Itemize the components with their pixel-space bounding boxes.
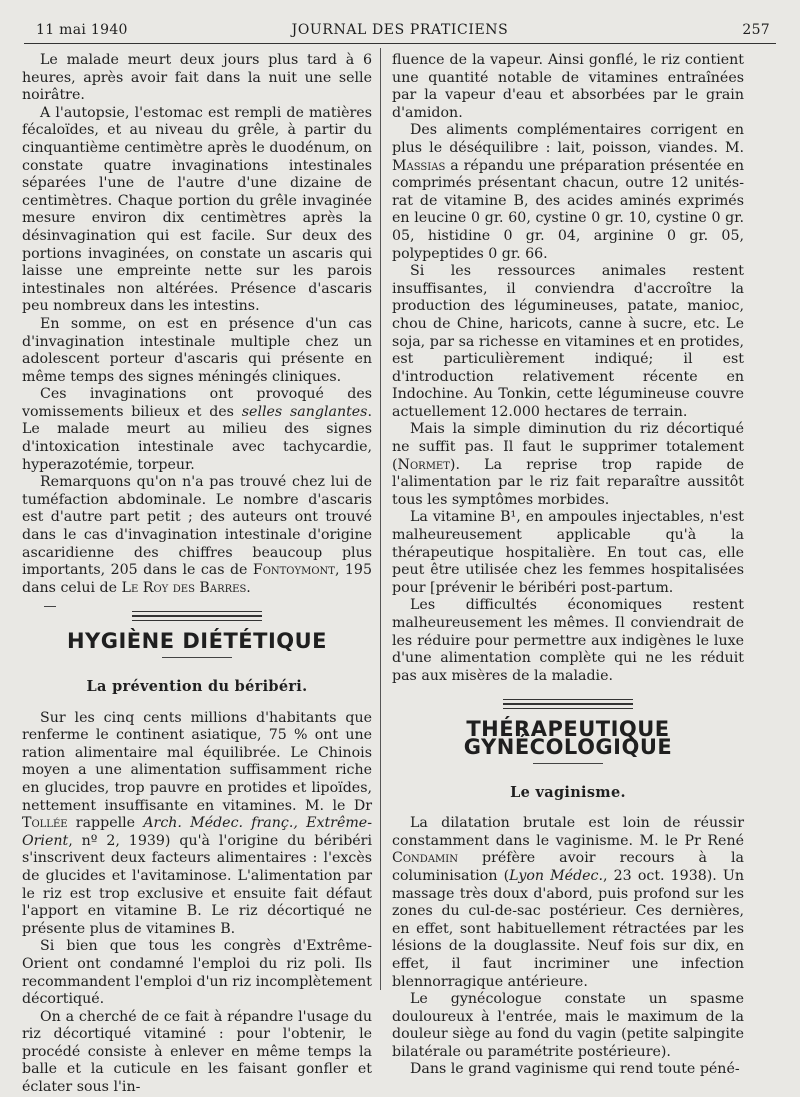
- paragraph: A l'autopsie, l'estomac est rempli de matières fécaloïdes, et au niveau du grêle, à partir du cinquantième centimètre après le duodénum, on constate quatre invaginations intestinales séparées l'une de l'autre d'une dizaine de centimètres. Chaque portion du grêle invaginée mesure environ dix centimètres après la désinvagination qui est facile. Sur deux des portions invaginées, on constate un ascaris qui laisse une empreinte nette sur les parois intestinales non altérées. Présence d'ascaris peu nombreux dans les intestins.: [22, 104, 373, 315]
- paragraph: La vitamine B¹, en ampoules injectables, n'est malheureusement applicable qu'à la thérapeutique hospitalière. En tout cas, elle peut être utilisée chez les femmes hospitalisées pour [prévenir le béribéri post-partum.: [392, 509, 744, 596]
- paragraph: Ces invaginations ont provoqué des vomissements bilieux et des selles sanglantes. Le malade meurt au milieu des signes d'intoxication intestinale avec tachycardie, hyperazotémie, torpeur.: [22, 386, 372, 473]
- section-ornament: [503, 699, 633, 709]
- paragraph: Le malade meurt deux jours plus tard à 6 heures, après avoir fait dans la nuit une selle noirâtre.: [22, 52, 372, 104]
- column-divider: [380, 48, 381, 990]
- paragraph: La dilatation brutale est loin de réussir constamment dans le vaginisme. M. le Pr René Condamin préfère avoir recours à la columinisation (Lyon Médec., 23 oct. 1938). Un massage très doux d'abord, puis profond sur les zones du cul-de-sac postérieur. Ces dernières, en effet, sont habituellement rétractées par les lésions de la douglassite. Neuf fois sur dix, en effet, il faut incriminer une infection blennorragique antérieure.: [392, 815, 745, 990]
- paragraph: fluence de la vapeur. Ainsi gonflé, le riz contient une quantité notable de vitamines entraînées par la vapeur d'eau et absorbées par le grain d'amidon.: [392, 52, 744, 121]
- section-rule: [533, 763, 603, 764]
- paragraph: On a cherché de ce fait à répandre l'usage du riz décortiqué vitaminé : pour l'obtenir, le procédé consiste à enlever en même temps la balle et la cuticule en les faisant gonfler et éclater sous l'in-: [22, 1008, 372, 1096]
- left-column: [22, 52, 372, 1097]
- section-ornament: [132, 611, 262, 621]
- article-title: Le vaginisme.: [510, 783, 626, 801]
- paragraph: Si les ressources animales restent insuffisantes, il conviendra d'accroître la production des légumineuses, patate, manioc, chou de Chine, haricots, canne à sucre, etc. Le soja, par sa richesse en vitamines et en protides, est particulièrement indiqué; il est d'introduction relativement récente en Indochine. Au Tonkin, cette légumineuse couvre actuellement 12.000 hectares de terrain.: [392, 263, 744, 420]
- section-title: HYGIÈNE DIÉTÉTIQUE: [66, 629, 328, 654]
- paragraph: Mais la simple diminution du riz décortiqué ne suffit pas. Il faut le supprimer totalement (Normet). La reprise trop rapide de l'alimentation par le riz fait reparaître aussitôt tous les symptômes morbides.: [392, 421, 744, 508]
- section-rule: [162, 657, 232, 658]
- paragraph: Sur les cinq cents millions d'habitants que renferme le continent asiatique, 75 % ont une ration alimentaire mal équilibrée. Le Chinois moyen a une alimentation suffisamment riche en glucides, trop pauvre en protides et lipoïdes, nettement insuffisante en vitamines. M. le Dr Tollée rappelle Arch. Médec. franç., Extrême-Orient, nº 2, 1939) qu'à l'origine du béribéri s'inscrivent deux facteurs alimentaires : l'excès de glucides et l'avitaminose. L'alimentation par le riz est trop exclusive et ensuite fait défaut l'apport en vitamine B. Le riz décortiqué ne présente plus de vitamines B.: [22, 709, 372, 937]
- section-title: THÉRAPEUTIQUE GYNÉCOLOGIQUE: [463, 717, 673, 759]
- right-column: [392, 52, 744, 1079]
- paragraph: Les difficultés économiques restent malheureusement les mêmes. Il conviendrait de les réduire pour permettre aux indigènes le luxe d'une alimentation complète qui ne les réduit pas aux misères de la maladie.: [392, 597, 744, 684]
- article-title: La prévention du béribéri.: [86, 678, 308, 695]
- paragraph: Le gynécologue constate un spasme douloureux à l'entrée, mais le maximum de la douleur siège au fond du vagin (petite salpingite bilatérale ou paramétrite postérieure).: [392, 991, 744, 1060]
- paragraph: Des aliments complémentaires corrigent en plus le déséquilibre : lait, poisson, viandes. M. Massias a répandu une préparation présentée en comprimés présentant chacun, outre 12 unités-rat de vitamine B, des acides aminés exprimés en leucine 0 gr. 60, cystine 0 gr. 10, cystine 0 gr. 05, histidine 0 gr. 04, arginine 0 gr. 05, polypeptides 0 gr. 66.: [392, 122, 744, 262]
- issue-date: 11 mai 1940: [36, 22, 128, 38]
- paragraph: Dans le grand vaginisme qui rend toute péné-: [410, 1061, 740, 1078]
- page-number: 257: [742, 22, 770, 38]
- header-rule: [24, 43, 776, 44]
- paragraph: En somme, on est en présence d'un cas d'invagination intestinale multiple chez un adolescent porteur d'ascaris qui présente en même temps des signes méningés cliniques.: [22, 315, 372, 385]
- journal-title: JOURNAL DES PRATICIENS: [291, 22, 509, 38]
- paragraph: Si bien que tous les congrès d'Extrême-Orient ont condamné l'emploi du riz poli. Ils recommandent l'emploi d'un riz incomplètement décortiqué.: [22, 938, 372, 1008]
- paragraph: Remarquons qu'on n'a pas trouvé chez lui de tuméfaction abdominale. Le nombre d'ascaris est d'autre part petit ; des auteurs ont trouvé dans le cas d'invagination intestinale d'origine ascaridienne des chiffres beaucoup plus importants, 205 dans le cas de Fontoymont, 195 dans celui de Le Roy des Barres.: [22, 474, 372, 596]
- running-head: [28, 20, 772, 42]
